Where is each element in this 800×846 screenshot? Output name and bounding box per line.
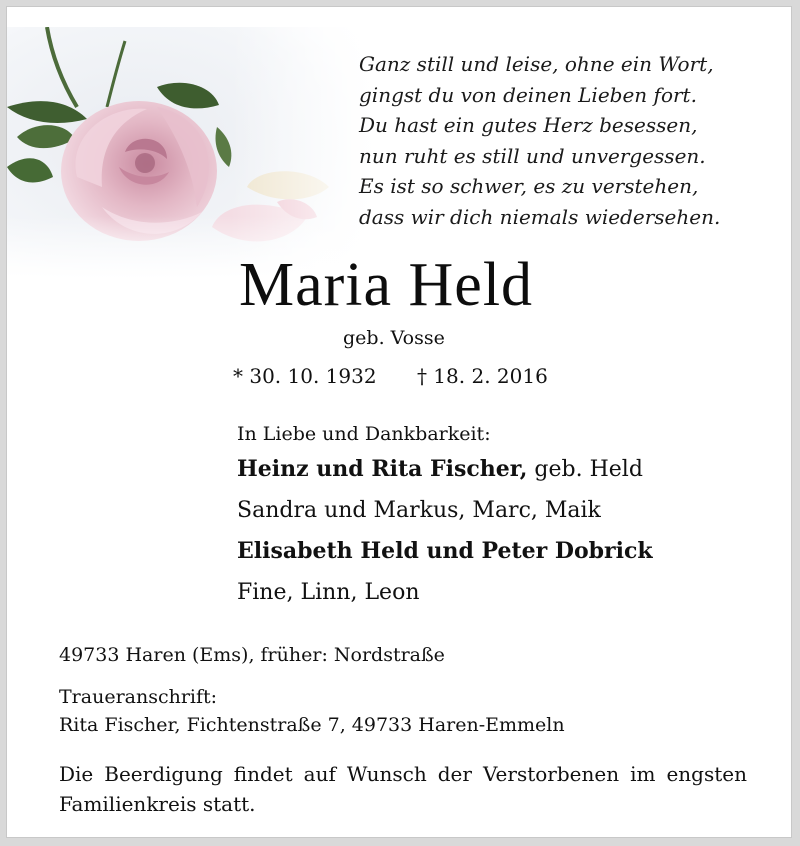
mourner-name-bold: Heinz und Rita Fischer, (237, 456, 528, 482)
mourners-intro: In Liebe und Dankbarkeit: (237, 423, 491, 445)
mourner-name-normal: Fine, Linn, Leon (237, 580, 420, 605)
residence-address: 49733 Haren (Ems), früher: Nordstraße (59, 644, 445, 666)
mourner-name-normal: geb. Held (527, 457, 643, 482)
poem (359, 49, 779, 232)
mourner-line (237, 490, 757, 531)
maiden-name: geb. Vosse (343, 327, 445, 349)
poem-line: gingst du von deinen Lieben fort. (359, 82, 697, 107)
mourner-name-normal: Sandra und Markus, Marc, Maik (237, 498, 601, 523)
burial-note: Die Beerdigung findet auf Wunsch der Verstorbenen im engsten Familienkreis statt. (59, 762, 747, 816)
poem-line: dass wir dich niemals wiedersehen. (359, 204, 721, 229)
mourner-line (237, 449, 757, 490)
mailing-address (59, 683, 759, 739)
mourner-name-bold: Elisabeth Held und Peter Dobrick (237, 538, 653, 564)
poem-line: Du hast ein gutes Herz besessen, (359, 113, 698, 137)
mourner-line (237, 531, 757, 572)
rose-photo (7, 27, 379, 279)
life-dates (233, 362, 548, 390)
mailing-value: Rita Fischer, Fichtenstraße 7, 49733 Haren-Emmeln (59, 714, 565, 736)
mourners-list (237, 419, 757, 613)
poem-line: Ganz still und leise, ohne ein Wort, (359, 52, 714, 76)
obituary-card (6, 6, 792, 838)
mailing-label: Traueranschrift: (59, 686, 218, 708)
death-date: † 18. 2. 2016 (416, 364, 548, 388)
birth-date: * 30. 10. 1932 (233, 364, 377, 388)
poem-line: nun ruht es still und unvergessen. (359, 143, 706, 168)
mourner-line (237, 572, 757, 613)
poem-line: Es ist so schwer, es zu verstehen, (359, 174, 699, 198)
deceased-name: Maria Held (239, 251, 534, 319)
